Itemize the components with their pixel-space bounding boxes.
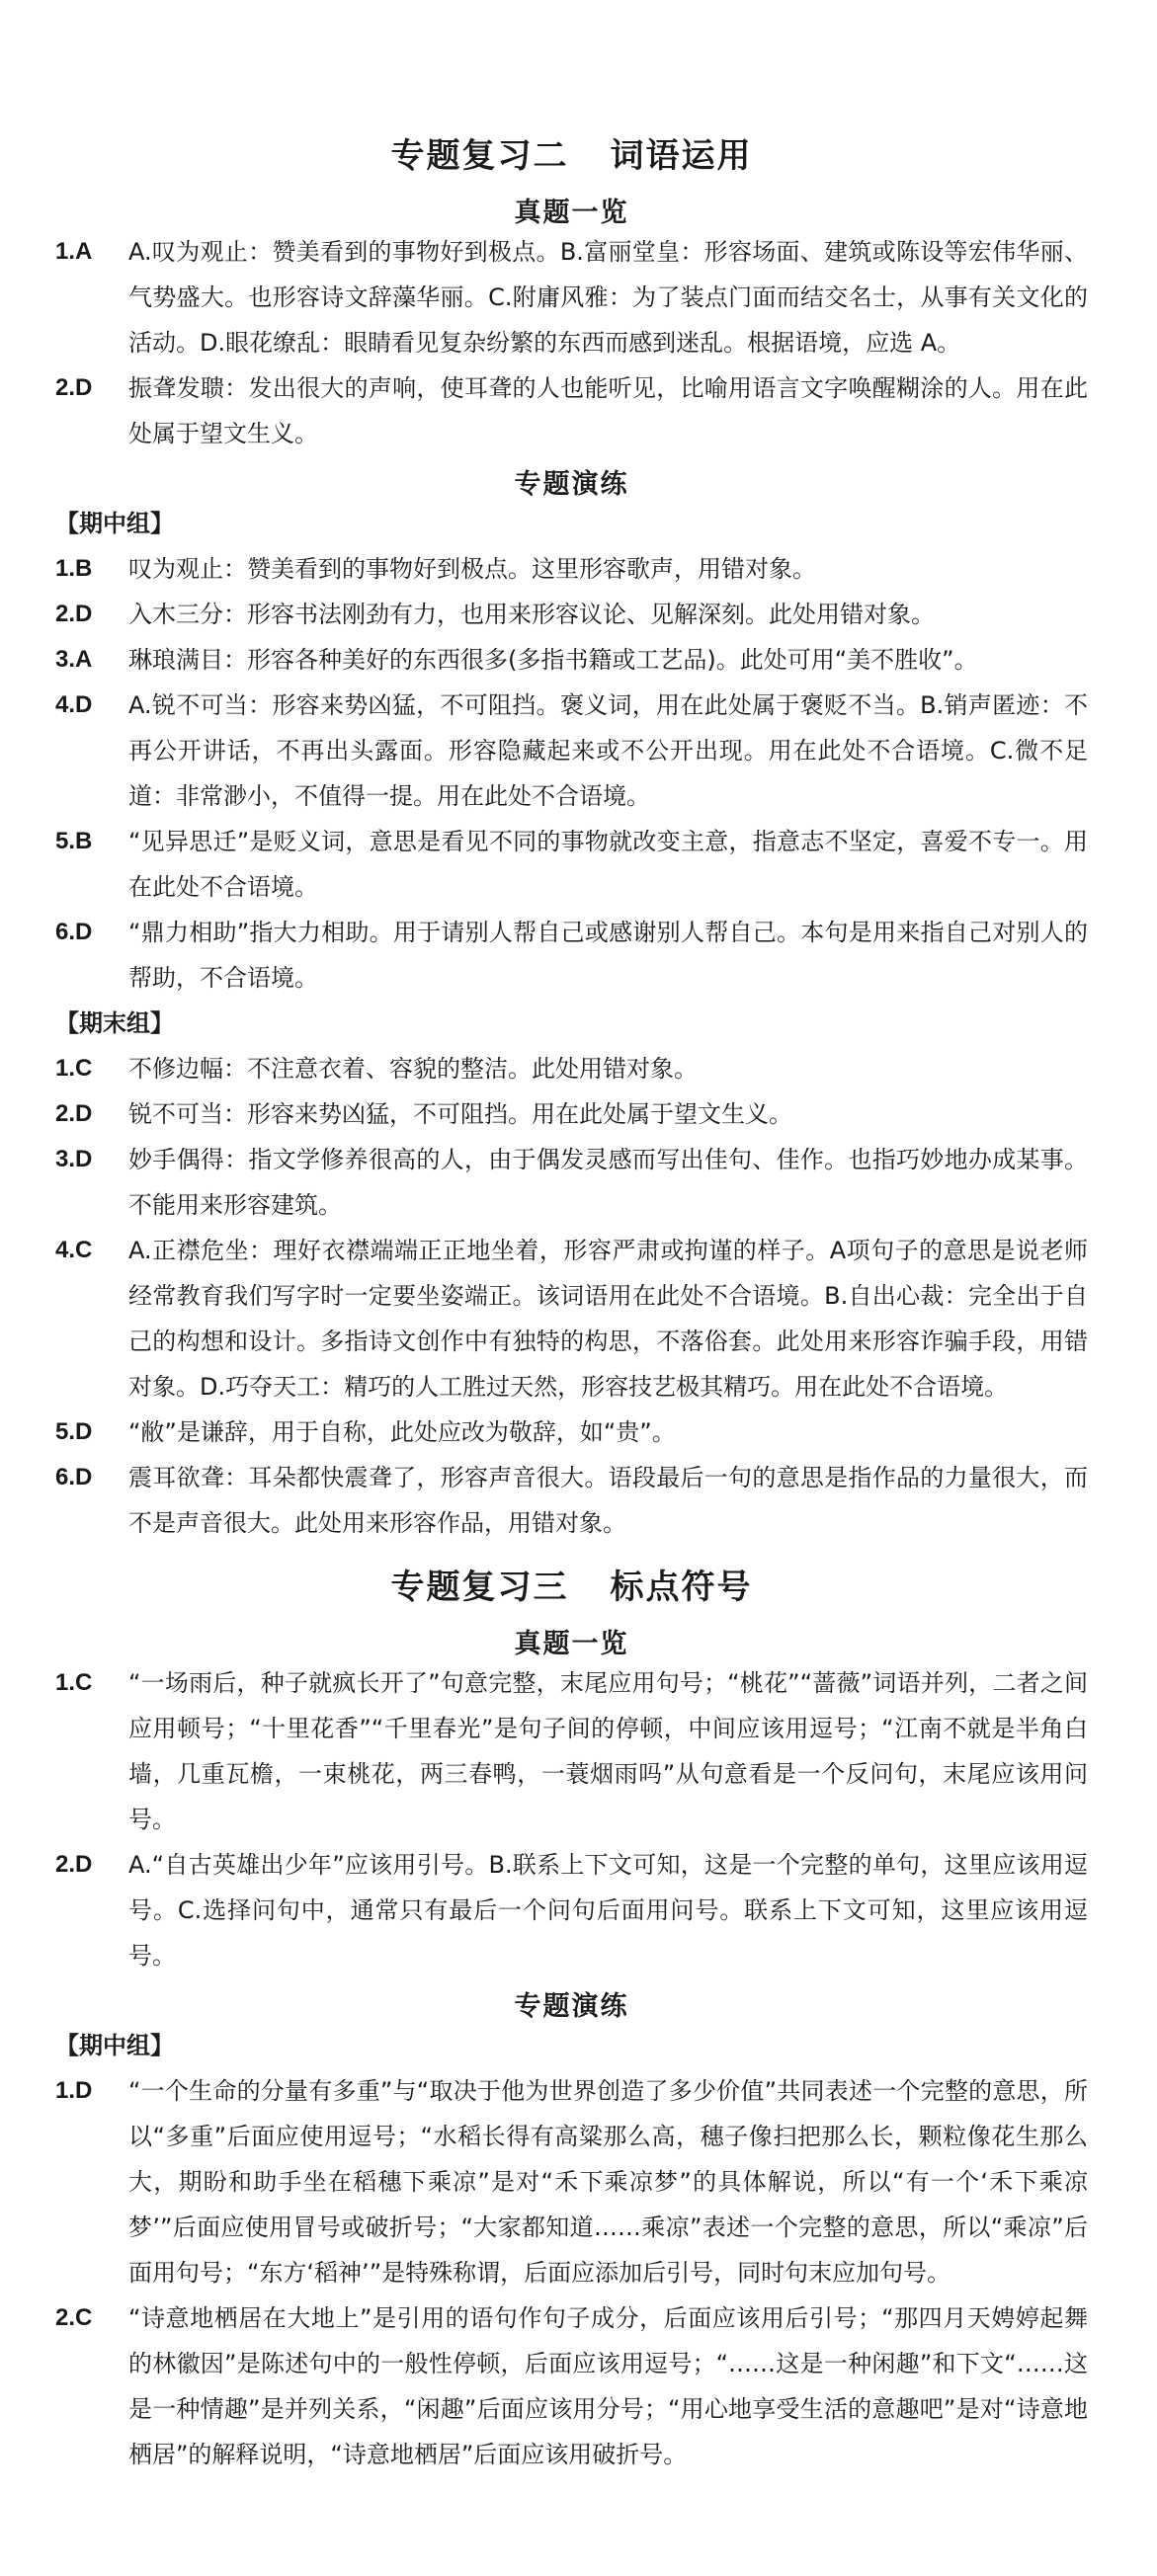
item-text: A.叹为观止：赞美看到的事物好到极点。B.富丽堂皇：形容场面、建筑或陈设等宏伟华丽、气势盛大。也形容诗文辞藻华丽。C.附庸风雅：为了装点门面而结交名士，从事有关文化的活动。D.眼花缭乱：眼睛看见复杂纷繁的东西而感到迷乱。根据语境，应选 A。 bbox=[128, 238, 1088, 357]
s2-qimo-item-6 bbox=[55, 1455, 1088, 1546]
item-text: 妙手偶得：指文学修养很高的人，由于偶发灵感而写出佳句、佳作。也指巧妙地办成某事。不能用来形容建筑。 bbox=[128, 1146, 1088, 1219]
item-number: 2.D bbox=[55, 601, 93, 627]
s2-qizhong-item-5 bbox=[55, 819, 1088, 910]
item-number: 2.D bbox=[55, 1100, 93, 1127]
item-number: 6.D bbox=[55, 1464, 93, 1490]
item-number: 4.D bbox=[55, 691, 93, 718]
s3-qizhong-label: 【期中组】 bbox=[55, 2032, 174, 2059]
item-number: 1.C bbox=[55, 1055, 93, 1082]
section3-zhenti-heading: 真题一览 bbox=[514, 1629, 629, 1659]
item-text: “鼎力相助”指大力相助。用于请别人帮自己或感谢别人帮自己。本句是用来指自己对别人的帮助，不合语境。 bbox=[128, 919, 1088, 992]
s3-zhenti-item-2 bbox=[55, 1842, 1088, 1978]
s2-zhenti-item-2 bbox=[55, 365, 1088, 456]
section3-title-a: 专题复习三 bbox=[390, 1568, 569, 1607]
item-text: “见异思迁”是贬义词，意思是看见不同的事物就改变主意，指意志不坚定，喜爱不专一。用在此处不合语境。 bbox=[128, 828, 1088, 901]
item-number: 6.D bbox=[55, 919, 93, 945]
item-number: 2.C bbox=[55, 2304, 93, 2331]
item-text: 锐不可当：形容来势凶猛，不可阻挡。用在此处属于望文生义。 bbox=[128, 1100, 792, 1128]
s2-zhenti-item-1 bbox=[55, 229, 1088, 365]
item-number: 5.D bbox=[55, 1418, 93, 1445]
item-number: 1.C bbox=[55, 1669, 93, 1696]
s2-qizhong-label: 【期中组】 bbox=[55, 510, 174, 537]
section2-title-b: 词语运用 bbox=[610, 136, 753, 176]
s2-qizhong-item-4 bbox=[55, 683, 1088, 819]
item-text: “诗意地栖居在大地上”是引用的语句作句子成分，后面应该用后引号；“那四月天娉婷起舞的林徽因”是陈述句中的一般性停顿，后面应该用逗号；“……这是一种闲趣”和下文“……这是一种情趣”是并列关系，“闲趣”后面应该用分号；“用心地享受生活的意趣吧”是对“诗意地栖居”的解释说明，“诗意地栖居”后面应该用破折号。 bbox=[128, 2304, 1088, 2468]
item-text: 震耳欲聋：耳朵都快震聋了，形容声音很大。语段最后一句的意思是指作品的力量很大，而不是声音很大。此处用来形容作品，用错对象。 bbox=[128, 1464, 1088, 1537]
item-text: A.“自古英雄出少年”应该用引号。B.联系上下文可知，这是一个完整的单句，这里应该用逗号。C.选择问句中，通常只有最后一个问句后面用问号。联系上下文可知，这里应该用逗号。 bbox=[128, 1851, 1088, 1970]
section2-title bbox=[55, 128, 1088, 177]
section2-zhenti-heading: 真题一览 bbox=[514, 198, 629, 228]
item-text: 叹为观止：赞美看到的事物好到极点。这里形容歌声，用错对象。 bbox=[128, 555, 816, 583]
item-number: 1.A bbox=[55, 238, 93, 265]
s2-qimo-item-4 bbox=[55, 1228, 1088, 1409]
item-text: 入木三分：形容书法刚劲有力，也用来形容议论、见解深刻。此处用错对象。 bbox=[128, 601, 935, 628]
s2-qimo-item-3 bbox=[55, 1137, 1088, 1228]
item-number: 4.C bbox=[55, 1237, 93, 1263]
section2-title-a: 专题复习二 bbox=[390, 136, 569, 176]
item-text: “敝”是谦辞，用于自称，此处应改为敬辞，如“贵”。 bbox=[128, 1418, 676, 1446]
s2-qimo-item-1 bbox=[55, 1046, 1088, 1091]
item-text: “一个生命的分量有多重”与“取决于他为世界创造了多少价值”共同表述一个完整的意思，所以“多重”后面应使用逗号；“水稻长得有高粱那么高，穗子像扫把那么长，颗粒像花生那么大，期盼和助手坐在稻穗下乘凉”是对“禾下乘凉梦”的具体解说，所以“有一个‘禾下乘凉梦’”后面应使用冒号或破折号；“大家都知道……乘凉”表述一个完整的意思，所以“乘凉”后面用句号；“东方‘稻神’”是特殊称谓，后面应添加后引号，同时句末应加句号。 bbox=[128, 2077, 1088, 2287]
section2-yanlian-heading: 专题演练 bbox=[514, 469, 629, 500]
s2-qizhong-item-1 bbox=[55, 546, 1088, 592]
item-text: 不修边幅：不注意衣着、容貌的整洁。此处用错对象。 bbox=[128, 1055, 698, 1083]
s2-qimo-item-2 bbox=[55, 1091, 1088, 1137]
s3-qizhong-item-1 bbox=[55, 2068, 1088, 2295]
item-number: 5.B bbox=[55, 828, 93, 854]
item-number: 3.A bbox=[55, 646, 93, 673]
item-text: A.正襟危坐：理好衣襟端端正正地坐着，形容严肃或拘谨的样子。A项句子的意思是说老师经常教育我们写字时一定要坐姿端正。该词语用在此处不合语境。B.自出心裁：完全出于自己的构想和设计。多指诗文创作中有独特的构思，不落俗套。此处用来形容诈骗手段，用错对象。D.巧夺天工：精巧的人工胜过天然，形容技艺极其精巧。用在此处不合语境。 bbox=[128, 1237, 1088, 1401]
section3-title-b: 标点符号 bbox=[610, 1568, 753, 1607]
item-number: 2.D bbox=[55, 1851, 93, 1878]
item-number: 2.D bbox=[55, 374, 93, 401]
item-number: 3.D bbox=[55, 1146, 93, 1172]
item-text: 琳琅满目：形容各种美好的东西很多(多指书籍或工艺品)。此处可用“美不胜收”。 bbox=[128, 646, 978, 674]
s3-zhenti-item-1 bbox=[55, 1660, 1088, 1842]
item-text: “一场雨后，种子就疯长开了”句意完整，末尾应用句号；“桃花”“蔷薇”词语并列，二者之间应用顿号；“十里花香”“千里春光”是句子间的停顿，中间应该用逗号；“江南不就是半角白墙，几重瓦檐，一束桃花，两三春鸭，一蓑烟雨吗”从句意看是一个反问句，末尾应该用问号。 bbox=[128, 1669, 1088, 1833]
item-text: 振聋发聩：发出很大的声响，使耳聋的人也能听见，比喻用语言文字唤醒糊涂的人。用在此处属于望文生义。 bbox=[128, 374, 1088, 447]
item-text: A.锐不可当：形容来势凶猛，不可阻挡。褒义词，用在此处属于褒贬不当。B.销声匿迹：不再公开讲话，不再出头露面。形容隐藏起来或不公开出现。用在此处不合语境。C.微不足道：非常渺小，不值得一提。用在此处不合语境。 bbox=[128, 691, 1088, 810]
s2-qizhong-item-6 bbox=[55, 910, 1088, 1001]
item-number: 1.D bbox=[55, 2077, 93, 2104]
s2-qimo-label: 【期末组】 bbox=[55, 1009, 174, 1037]
s2-qimo-item-5 bbox=[55, 1409, 1088, 1455]
s3-qizhong-item-2 bbox=[55, 2295, 1088, 2477]
section3-title bbox=[55, 1560, 1088, 1608]
item-number: 1.B bbox=[55, 555, 93, 582]
section3-yanlian-heading: 专题演练 bbox=[514, 1991, 629, 2022]
s2-qizhong-item-3 bbox=[55, 637, 1088, 683]
s2-qizhong-item-2 bbox=[55, 592, 1088, 637]
